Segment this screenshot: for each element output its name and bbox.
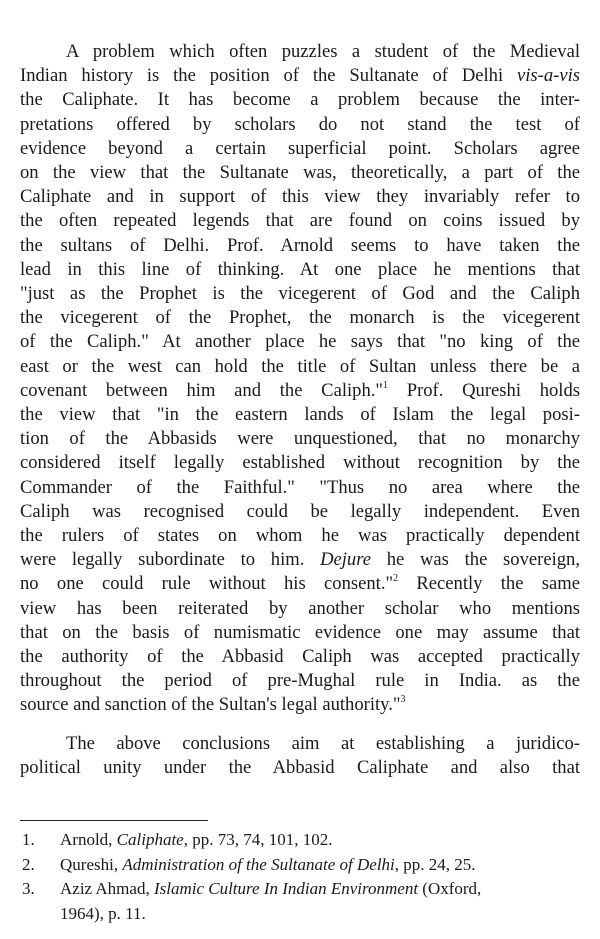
text-line: covenant between him and the Caliph."$^1$ Prof. Qureshi holds <box>20 379 581 401</box>
body-text <box>20 40 580 780</box>
footnote-rule <box>20 820 208 821</box>
footnotes <box>20 828 580 926</box>
text-line: source and sanction of the Sultan's legal authority."$^3$ <box>20 694 406 716</box>
footnote <box>20 853 580 878</box>
italic-text: Dejure <box>320 549 372 571</box>
text-line: A problem which often puzzles a student of the Medieval <box>66 41 580 62</box>
footnote-text: Arnold, Caliphate, pp. 73, 74, 101, 102. <box>60 830 333 849</box>
footnote-text: Aziz Ahmad, Islamic Culture In Indian Environment (Oxford, <box>60 879 482 898</box>
italic-text: Islamic Culture In Indian Environment <box>153 879 419 898</box>
footnote <box>20 828 580 853</box>
footnote <box>20 877 580 926</box>
paragraph <box>20 40 580 718</box>
footnote-text: Qureshi, Administration of the Sultanate of Delhi, pp. 24, 25. <box>60 854 476 874</box>
italic-text: Administration of the Sultanate of Delhi <box>122 854 395 874</box>
text-line: Caliph was recognised could be legally independent. Even <box>20 500 580 522</box>
text-line: "just as the Prophet is the vicegerent of God and the Caliph <box>20 283 580 305</box>
text-line: that on the basis of numismatic evidence one may assume that <box>20 621 580 643</box>
text-line: were legally subordinate to him. Dejure he was the sovereign, <box>20 549 580 571</box>
footnote-text-continued: 1964), p. 11. <box>60 903 146 923</box>
text-line: throughout the period of pre-Mughal rule in India. as the <box>20 670 580 692</box>
text-line: the rulers of states on whom he was practically dependent <box>20 525 580 547</box>
text-line: Indian history is the position of the Sultanate of Delhi vis-a-vis <box>20 65 580 87</box>
text-line: Commander of the Faithful." "Thus no area where the <box>20 476 580 498</box>
text-line: Caliphate and in support of this view they invariably refer to <box>20 186 580 208</box>
footnote-ref: 1 <box>383 379 388 391</box>
text-line: tion of the Abbasids were unquestioned, that no monarchy <box>20 428 580 450</box>
text-line: the authority of the Abbasid Caliph was accepted practically <box>20 646 580 668</box>
text-line: the vicegerent of the Prophet, the monarch is the vicegerent <box>20 307 580 329</box>
text-line: The above conclusions aim at establishing a juridico- <box>66 732 580 754</box>
text-line: the sultans of Delhi. Prof. Arnold seems to have taken the <box>20 234 580 256</box>
text-line: evidence beyond a certain superficial point. Scholars agree <box>20 137 580 159</box>
text-line: of the Caliph." At another place he says that "no king of the <box>20 331 580 353</box>
footnote-ref: 3 <box>400 694 406 706</box>
text-line: lead in this line of thinking. At one place he mentions that <box>20 258 580 280</box>
text-line: the Caliphate. It has become a problem because the inter- <box>20 89 580 111</box>
text-line: on the view that the Sultanate was, theoretically, a part of the <box>20 162 580 184</box>
italic-text: Caliphate <box>116 830 184 849</box>
text-line: the often repeated legends that are found on coins issued by <box>20 210 580 232</box>
text-line: no one could rule without his consent."$^2$ Recently the same <box>20 573 580 595</box>
paragraph <box>20 732 580 780</box>
footnote-number: 3. <box>22 879 35 898</box>
footnote-number: 1. <box>22 830 35 849</box>
footnote-ref: 2 <box>393 573 399 585</box>
text-line: pretations offered by scholars do not stand the test of <box>20 113 580 135</box>
text-line: the view that "in the eastern lands of Islam the legal posi- <box>20 404 580 426</box>
text-line: east or the west can hold the title of Sultan unless there be a <box>20 355 580 377</box>
italic-text: vis-a-vis <box>517 65 580 87</box>
text-line: political unity under the Abbasid Caliphate and also that <box>20 756 580 778</box>
footnote-number: 2. <box>22 854 35 874</box>
text-line: view has been reiterated by another scholar who mentions <box>20 597 580 619</box>
text-line: considered itself legally established without recognition by the <box>20 452 580 474</box>
